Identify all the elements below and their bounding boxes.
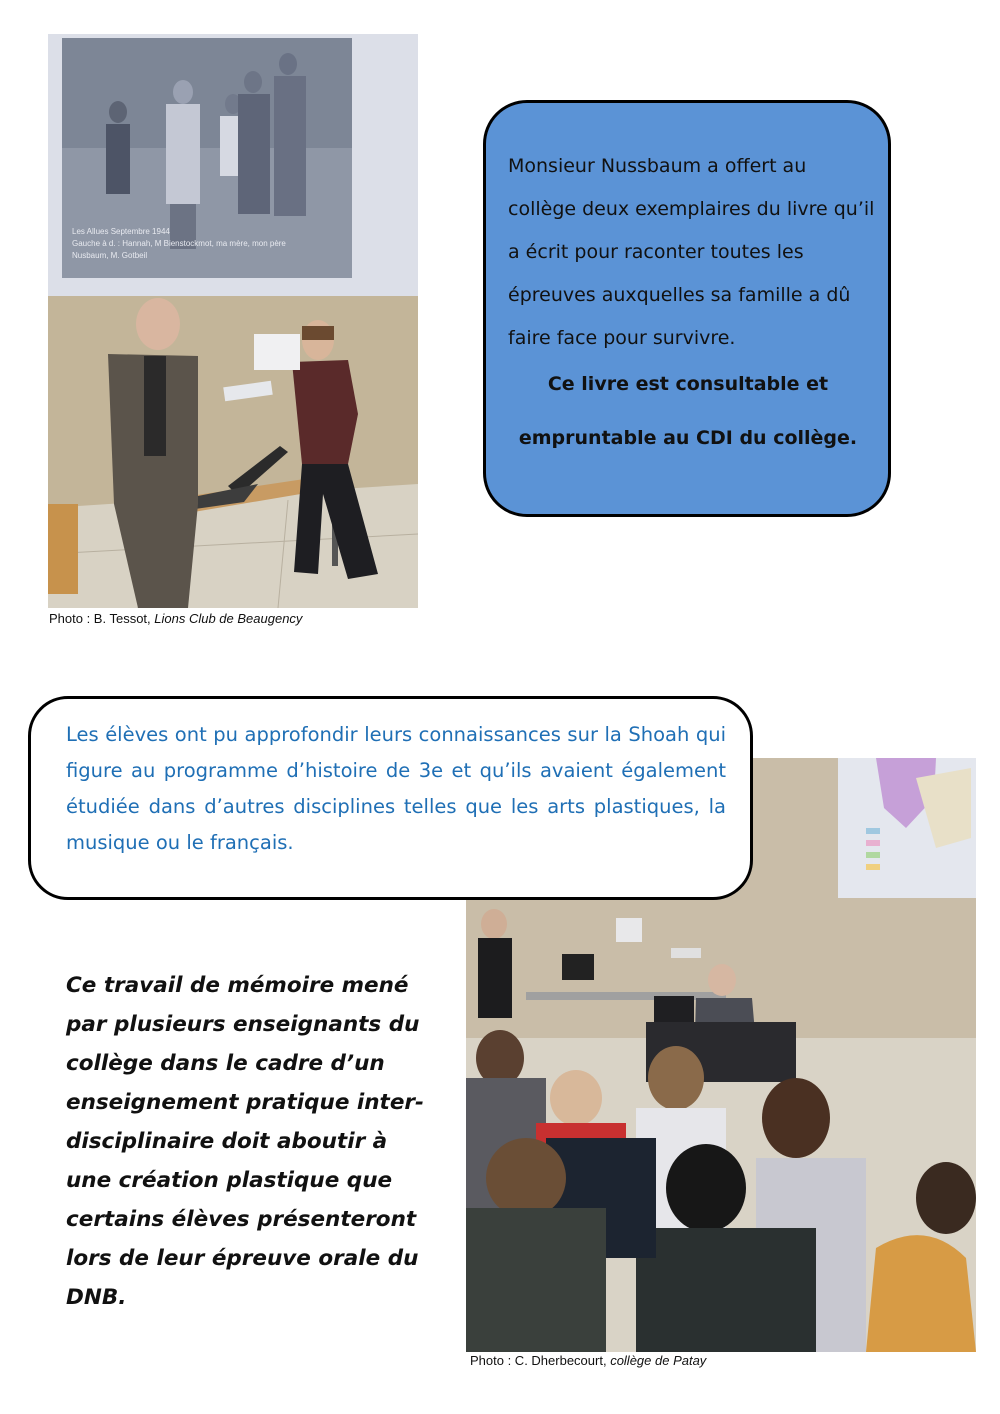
svg-text:Nusbaum, M. Gotbeil: Nusbaum, M. Gotbeil: [72, 251, 148, 260]
photo2-caption-credit: collège de Patay: [610, 1353, 707, 1368]
svg-text:Les Allues Septembre 1944: Les Allues Septembre 1944: [72, 227, 170, 236]
book-availability-line2: empruntable au CDI du collège.: [518, 427, 858, 449]
photo2-caption-prefix: Photo : C. Dherbecourt,: [470, 1353, 611, 1368]
memoire-paragraph: Ce travail de mémoire mené par plusieurs enseignants du collège dans le cadre d’un enseignement pratique inter-disciplinaire doit aboutir à une création plastique que certains élèves présenteront lors de leur épreuve orale du DNB.: [66, 973, 424, 1310]
photo1-caption-credit: Lions Club de Beaugency: [154, 611, 303, 626]
shoah-study-text: Les élèves ont pu approfondir leurs connaissances sur la Shoah qui figure au programme d’histoire de 3e et qu’ils avaient également étudiée dans d’autres disciplines telles que les arts plastiques, la musique ou le français.: [66, 723, 726, 854]
shoah-study-box: [28, 696, 753, 900]
book-availability-line1: Ce livre est consultable et: [547, 373, 829, 395]
photo1-caption: [49, 611, 302, 626]
photo2-caption: [470, 1353, 706, 1368]
book-gift-box: [483, 100, 891, 517]
photo-presentation: [48, 34, 418, 608]
photo1-caption-prefix: Photo : B. Tessot,: [49, 611, 155, 626]
svg-text:Gauche à d. : Hannah, M Bienst: Gauche à d. : Hannah, M Bienstockmot, ma mère, mon père: [72, 239, 286, 248]
book-gift-text: Monsieur Nussbaum a offert au collège deux exemplaires du livre qu’il a écrit pour raconter toutes les épreuves auxquelles sa famille a dû faire face pour survivre.: [508, 155, 875, 349]
